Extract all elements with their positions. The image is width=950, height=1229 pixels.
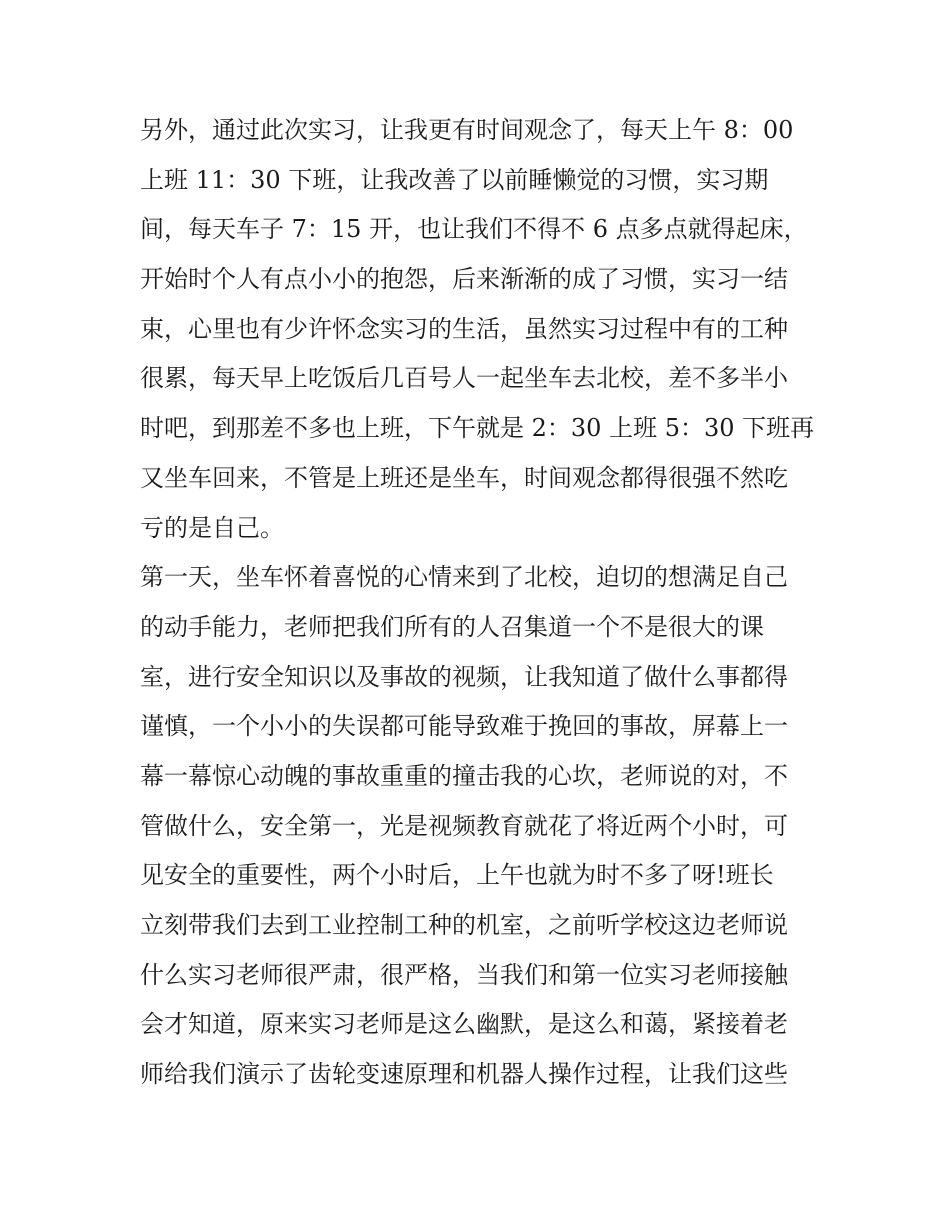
- text-line-13: 谨慎，一个小小的失误都可能导致难于挽回的事故，屏幕上一: [140, 712, 788, 741]
- text-line-3: 间，每天车子 7：15 开，也让我们不得不 6 点多点就得起床，: [140, 215, 808, 244]
- text-line-18: 什么实习老师很严肃，很严格，当我们和第一位实习老师接触: [140, 960, 788, 989]
- text-line-12: 室，进行安全知识以及事故的视频，让我知道了做什么事都得: [140, 662, 788, 691]
- text-line-16: 见安全的重要性，两个小时后，上午也就为时不多了呀!班长: [140, 861, 774, 890]
- text-line-17: 立刻带我们去到工业控制工种的机室，之前听学校这边老师说: [140, 911, 788, 939]
- text-line-1: 另外，通过此次实习，让我更有时间观念了，每天上午 8：00: [140, 116, 794, 144]
- text-line-11: 的动手能力，老师把我们所有的人召集道一个不是很大的课: [140, 612, 764, 641]
- text-line-5: 束，心里也有少许怀念实习的生活，虽然实习过程中有的工种: [140, 314, 788, 343]
- text-line-19: 会才知道，原来实习老师是这么幽默，是这么和蔼，紧接着老: [140, 1010, 788, 1039]
- text-line-7: 时吧，到那差不多也上班，下午就是 2：30 上班 5：30 下班再: [140, 414, 815, 443]
- text-line-20: 师给我们演示了齿轮变速原理和机器人操作过程，让我们这些: [140, 1060, 788, 1089]
- body-text: [140, 106, 820, 1100]
- text-line-4: 开始时个人有点小小的抱怨，后来渐渐的成了习惯，实习一结: [140, 265, 788, 294]
- text-line-14: 幕一幕惊心动魄的事故重重的撞击我的心坎，老师说的对，不: [140, 761, 788, 790]
- text-line-9: 亏的是自己。: [140, 513, 284, 542]
- text-line-15: 管做什么，安全第一，光是视频教育就花了将近两个小时，可: [140, 811, 788, 840]
- text-line-2: 上班 11：30 下班，让我改善了以前睡懒觉的习惯，实习期: [140, 165, 769, 194]
- text-line-6: 很累，每天早上吃饭后几百号人一起坐车去北校，差不多半小: [140, 364, 788, 393]
- text-line-10: 第一天，坐车怀着喜悦的心情来到了北校，迫切的想满足自己: [140, 563, 788, 592]
- text-line-8: 又坐车回来，不管是上班还是坐车，时间观念都得很强不然吃: [140, 463, 788, 492]
